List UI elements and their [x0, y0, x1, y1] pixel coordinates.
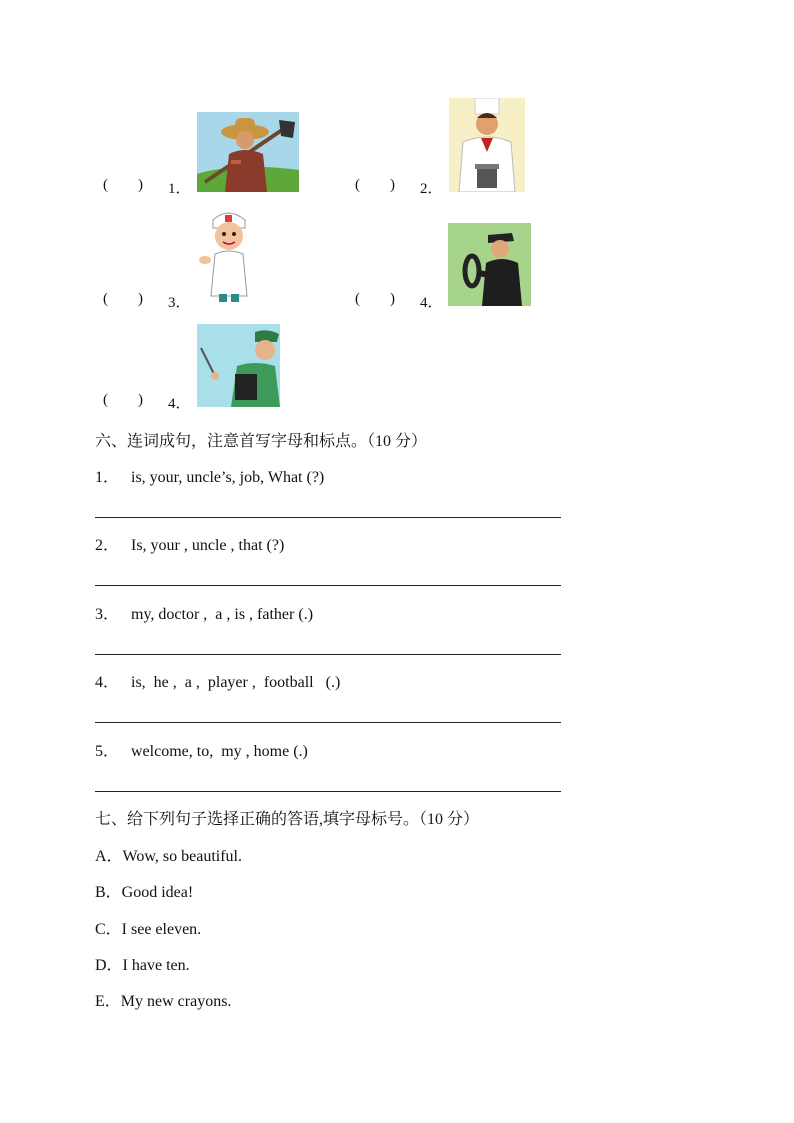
- answer-line-5[interactable]: [95, 791, 561, 792]
- answer-line-4[interactable]: [95, 722, 561, 723]
- item-number: 4．: [420, 295, 443, 311]
- item-number: 2．: [420, 181, 443, 197]
- option-d: D．I have ten.: [95, 957, 190, 974]
- answer-blank[interactable]: ( ): [355, 291, 395, 307]
- farmer-icon: [197, 112, 299, 192]
- option-b: B．Good idea!: [95, 884, 194, 901]
- question-4: 4． is, he , a , player , football (.): [95, 674, 341, 691]
- cook-icon: [449, 98, 525, 192]
- option-a: A．Wow, so beautiful.: [95, 848, 242, 865]
- question-5: 5． welcome, to, my , home (.): [95, 743, 308, 760]
- option-e: E．My new crayons.: [95, 993, 232, 1010]
- item-number: 1．: [168, 181, 191, 197]
- item-number: 3．: [168, 295, 191, 311]
- answer-blank[interactable]: ( ): [103, 392, 143, 408]
- answer-line-1[interactable]: [95, 517, 561, 518]
- driver-icon: [448, 223, 531, 306]
- answer-line-3[interactable]: [95, 654, 561, 655]
- doctor-icon: [197, 208, 259, 304]
- section-6-title: 六、连词成句，注意首写字母和标点。（10 分）: [95, 433, 428, 450]
- section-7-title: 七、给下列句子选择正确的答语,填字母标号。（10 分）: [95, 811, 480, 828]
- question-3: 3． my, doctor , a , is , father (.): [95, 606, 314, 623]
- answer-blank[interactable]: ( ): [103, 177, 143, 193]
- item-number: 4．: [168, 396, 191, 412]
- question-1: 1． is, your, uncle’s, job, What (?): [95, 469, 325, 486]
- option-c: C．I see eleven.: [95, 921, 202, 938]
- answer-line-2[interactable]: [95, 585, 561, 586]
- answer-blank[interactable]: ( ): [103, 291, 143, 307]
- teacher-icon: [197, 324, 280, 407]
- answer-blank[interactable]: ( ): [355, 177, 395, 193]
- question-2: 2． Is, your , uncle , that (?): [95, 537, 285, 554]
